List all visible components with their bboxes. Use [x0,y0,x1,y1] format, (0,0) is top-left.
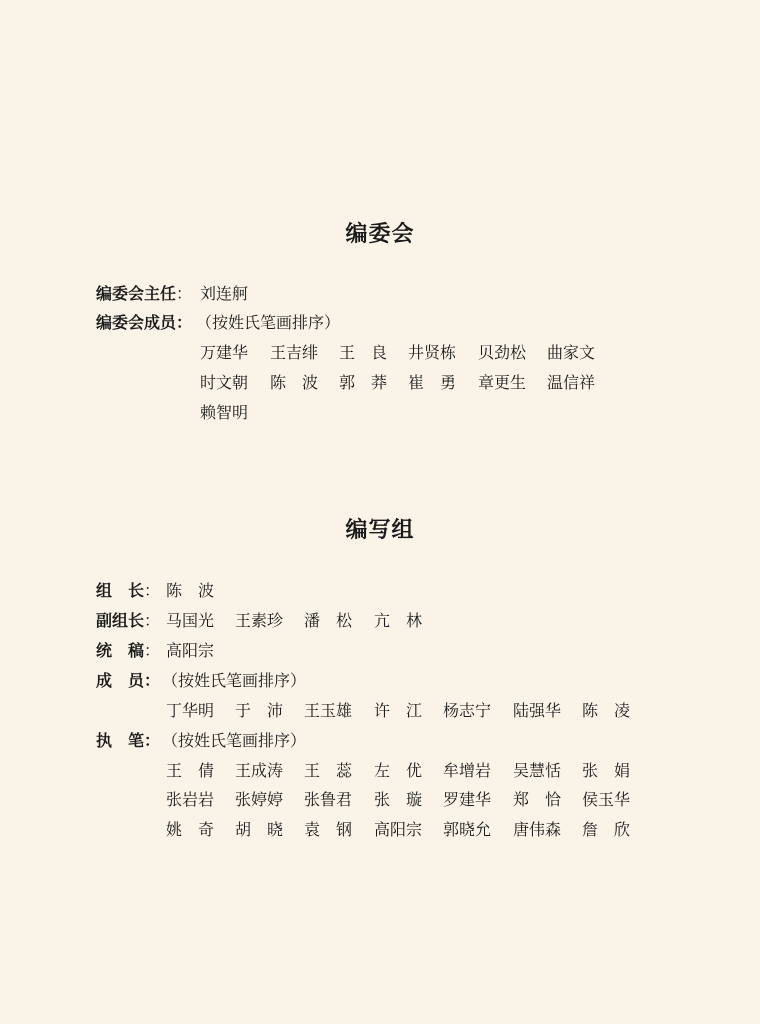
deputy-name: 王素珍 [235,611,284,630]
deputy-name: 马国光 [166,611,215,630]
member-name: 丁华明 [166,701,215,720]
writer-name: 胡 晓 [235,820,284,839]
member-name: 崔 勇 [408,373,457,392]
writers-label: 执 笔： [96,731,161,750]
writer-name: 张 娟 [582,761,631,780]
writer-name: 罗建华 [443,790,492,809]
writer-name: 左 优 [374,761,423,780]
writer-name: 张岩岩 [166,790,215,809]
committee-title: 编委会 [345,222,415,247]
committee-director-label: 编委会主任： [96,284,193,303]
member-name: 温信祥 [547,373,596,392]
leader-name: 陈 波 [166,581,215,600]
members-note: （按姓氏笔画排序） [162,671,307,690]
writer-name: 唐伟森 [513,820,562,839]
committee-members-label: 编委会成员： [96,313,193,332]
writer-name: 郑 恰 [513,790,562,809]
member-name: 王 良 [339,343,388,362]
members-label: 成 员： [96,671,161,690]
writer-name: 王 蕊 [304,761,353,780]
deputy-label: 副组长： [96,611,161,630]
leader-label: 组 长： [96,581,161,600]
member-name: 陈 波 [270,373,319,392]
member-name: 陆强华 [513,701,562,720]
writer-name: 张婷婷 [235,790,284,809]
writer-name: 高阳宗 [374,820,423,839]
editor-name: 高阳宗 [166,641,215,660]
writer-name: 侯玉华 [582,790,631,809]
deputy-name: 亢 林 [374,611,423,630]
member-name: 郭 莽 [339,373,388,392]
writer-name: 牟增岩 [443,761,492,780]
writing-group-title: 编写组 [345,518,415,543]
writer-name: 郭晓允 [443,820,492,839]
member-name: 曲家文 [547,343,596,362]
writer-name: 詹 欣 [582,820,631,839]
writer-name: 张鲁君 [304,790,353,809]
member-name: 赖智明 [200,403,249,422]
editor-label: 统 稿： [96,641,161,660]
committee-director-name: 刘连舸 [200,284,249,303]
writers-note: （按姓氏笔画排序） [162,731,307,750]
writer-name: 袁 钢 [304,820,353,839]
writer-name: 姚 奇 [166,820,215,839]
member-name: 王玉雄 [304,701,353,720]
member-name: 许 江 [374,701,423,720]
writer-name: 张 璇 [374,790,423,809]
member-name: 杨志宁 [443,701,492,720]
member-name: 时文朝 [200,373,249,392]
writer-name: 王 倩 [166,761,215,780]
member-name: 陈 凌 [582,701,631,720]
writer-name: 吴慧恬 [513,761,562,780]
member-name: 万建华 [200,343,249,362]
member-name: 王吉绯 [270,343,319,362]
member-name: 贝劲松 [478,343,527,362]
member-name: 于 沛 [235,701,284,720]
member-name: 井贤栋 [408,343,457,362]
deputy-name: 潘 松 [304,611,353,630]
writer-name: 王成涛 [235,761,284,780]
committee-members-note: （按姓氏笔画排序） [196,313,341,332]
member-name: 章更生 [478,373,527,392]
